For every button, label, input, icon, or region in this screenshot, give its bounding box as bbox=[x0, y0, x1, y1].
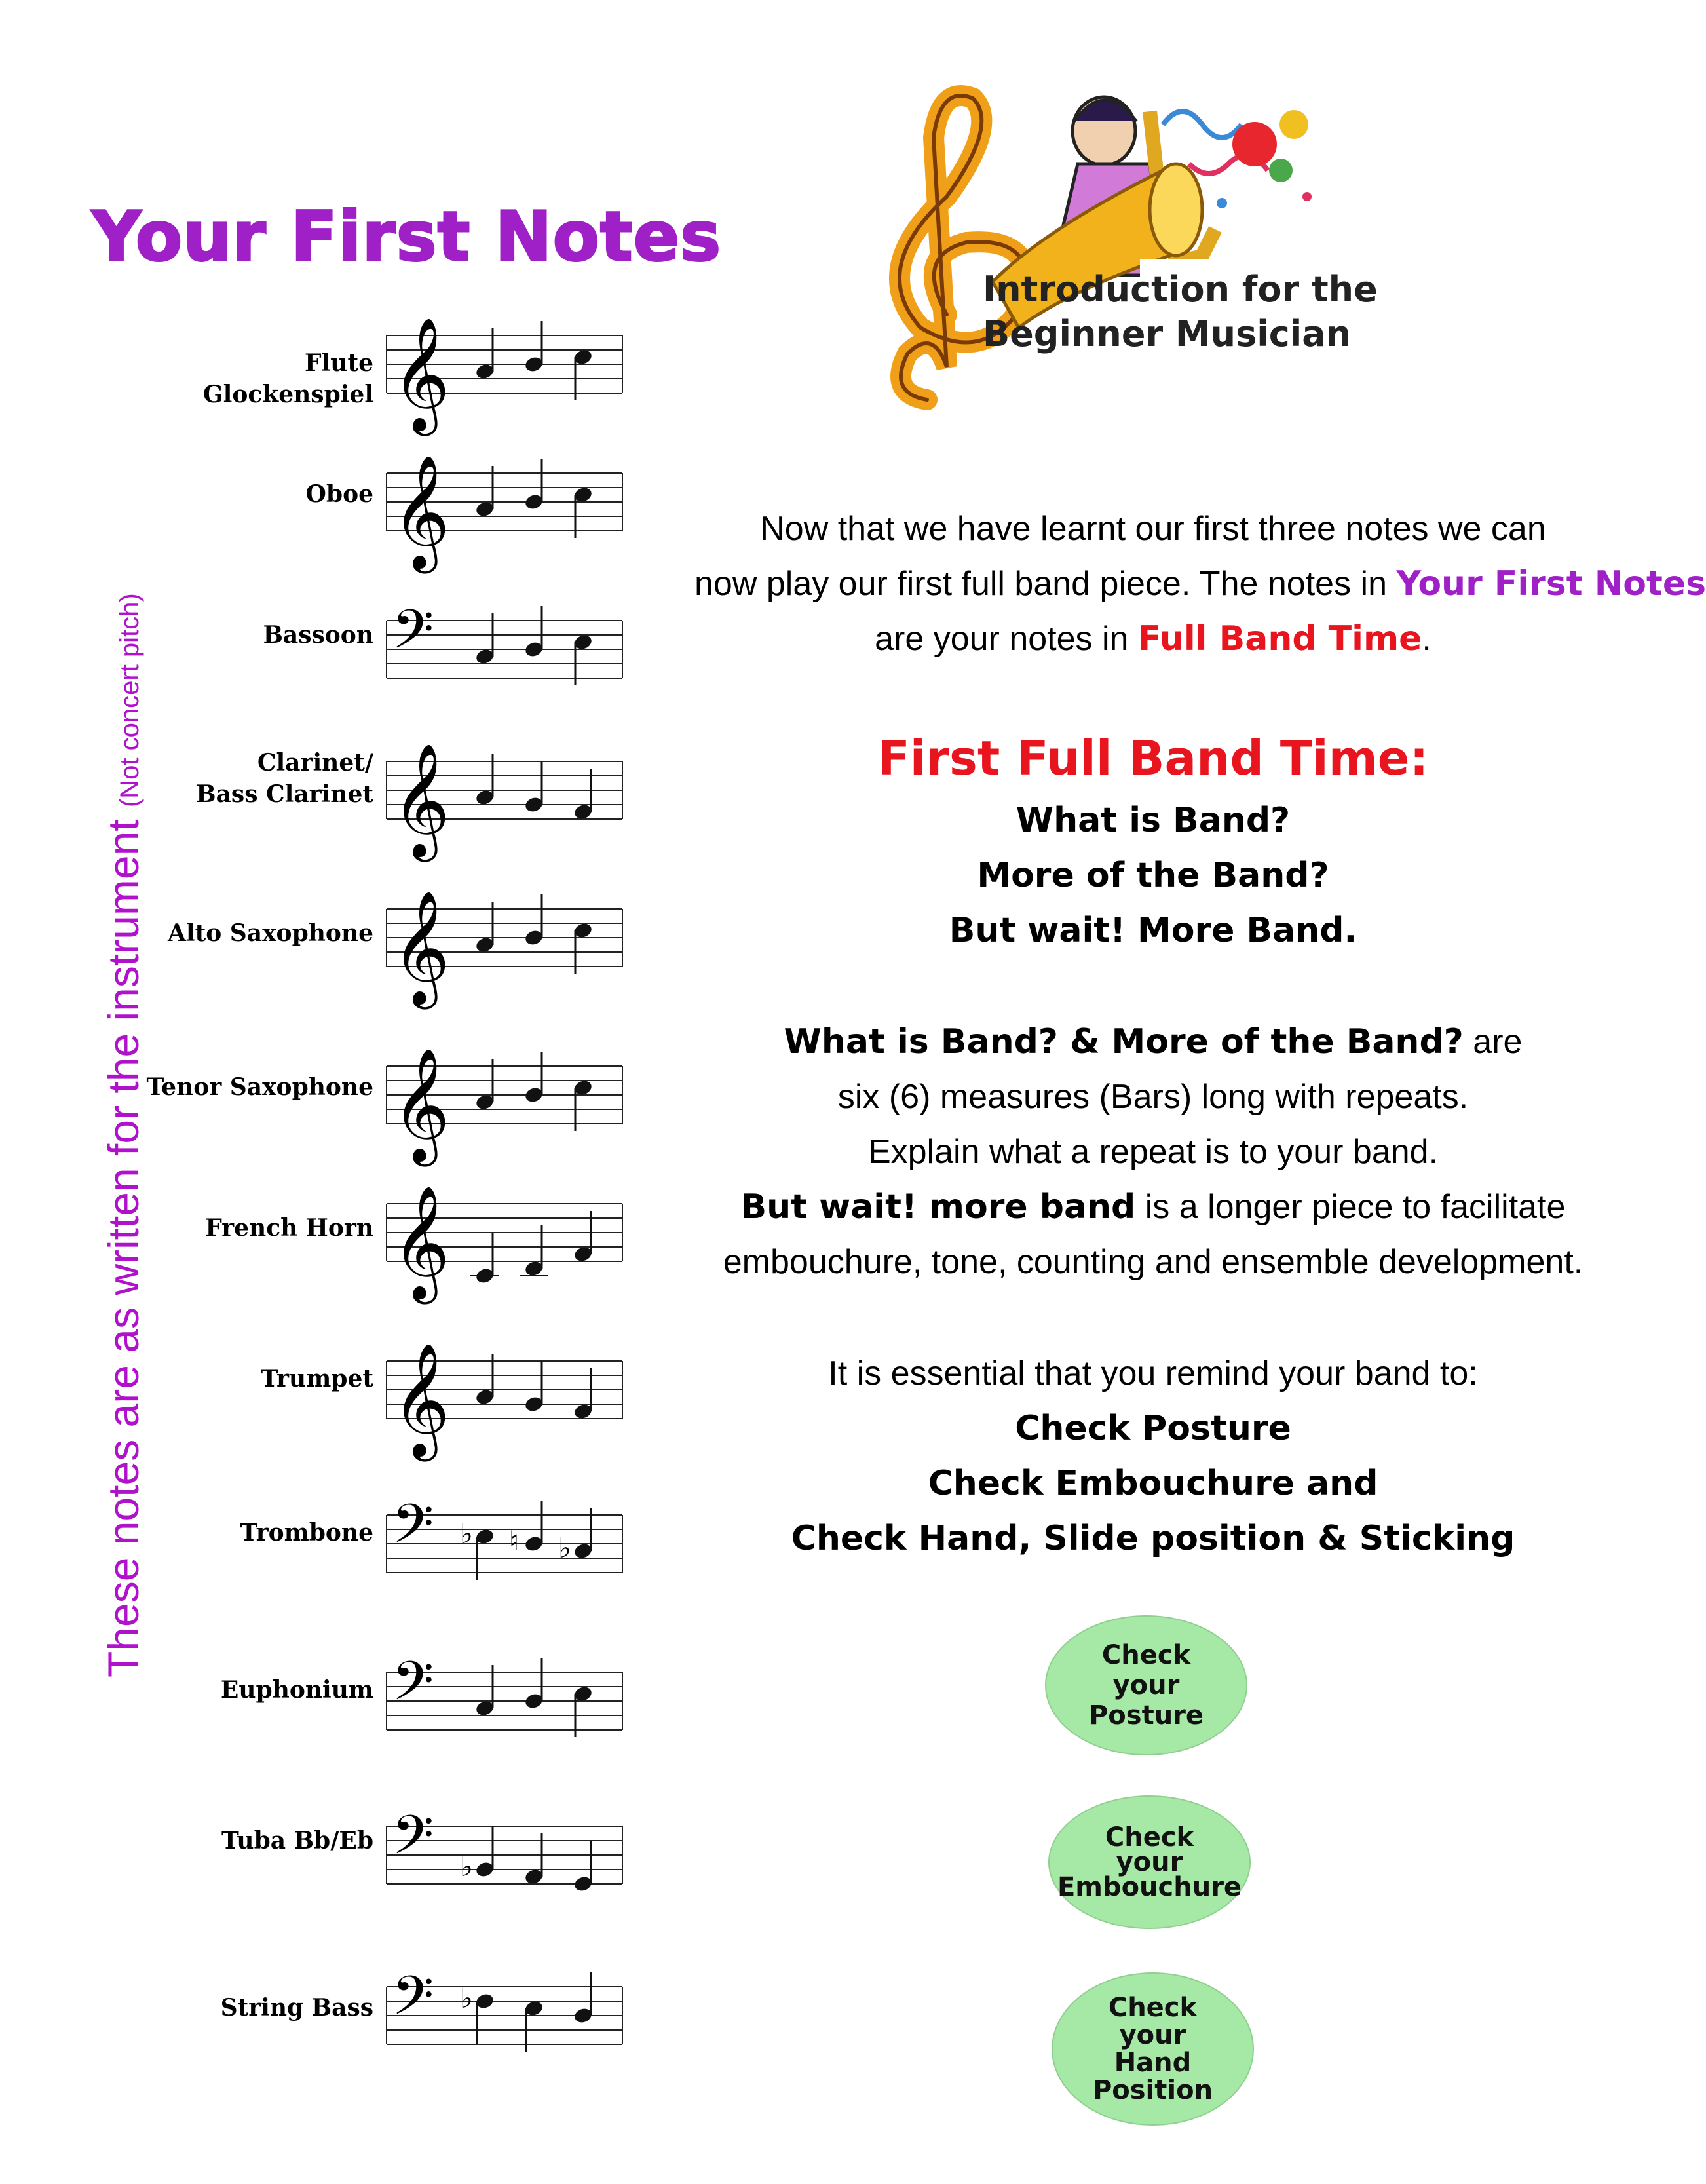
oval-line: Check bbox=[1101, 1640, 1191, 1670]
svg-text:♭: ♭ bbox=[460, 1518, 473, 1550]
oval-line: Hand bbox=[1114, 2048, 1192, 2078]
staff-notation-icon bbox=[387, 1645, 622, 1763]
note-icon bbox=[523, 606, 544, 659]
staff bbox=[387, 593, 622, 714]
staff bbox=[387, 1039, 622, 1162]
side-note-main: These notes are as written for the instrument bbox=[99, 819, 147, 1677]
instrument-label-string-bass bbox=[221, 1992, 373, 2023]
side-note-small: (Not concert pitch) bbox=[115, 593, 144, 808]
note-icon bbox=[523, 761, 544, 814]
label-line: Tenor Saxophone bbox=[146, 1073, 373, 1101]
staff-notation-icon bbox=[387, 1176, 622, 1299]
instrument-label-clarinet bbox=[196, 747, 373, 810]
piece-title: But wait! More Band. bbox=[949, 911, 1357, 950]
remind-item: Check Embouchure and bbox=[928, 1464, 1378, 1503]
label-line: Flute bbox=[305, 349, 373, 377]
explain-line-1-rest: are bbox=[1463, 1023, 1523, 1061]
explain-line-4-rest: is a longer piece to facilitate bbox=[1135, 1188, 1566, 1226]
staff bbox=[387, 1645, 622, 1765]
treble-clef-logo-icon bbox=[796, 85, 1399, 413]
page-title: Your First Notes bbox=[92, 197, 722, 277]
bass-clef-icon: 𝄢 bbox=[392, 1649, 434, 1726]
note-icon bbox=[573, 1841, 593, 1893]
label-line: Euphonium bbox=[220, 1676, 373, 1704]
staff-notation-icon bbox=[387, 593, 622, 711]
staff bbox=[387, 446, 622, 569]
note-icon bbox=[523, 1361, 544, 1413]
note-icon bbox=[523, 321, 544, 374]
bass-clef-icon: 𝄢 bbox=[392, 1492, 434, 1569]
oval-line: Position bbox=[1092, 2075, 1213, 2105]
note-icon bbox=[460, 1982, 495, 2044]
staff-notation-icon bbox=[387, 734, 622, 857]
instrument-label-bassoon bbox=[263, 619, 374, 651]
oval-line: Embouchure bbox=[1057, 1872, 1242, 1902]
oval-line: Check bbox=[1105, 1822, 1194, 1852]
staff-notation-icon bbox=[387, 1333, 622, 1457]
check-embouchure-badge bbox=[1048, 1795, 1251, 1929]
label-line: String Bass bbox=[220, 1994, 373, 2021]
logo-line-2: Beginner Musician bbox=[983, 313, 1352, 354]
intro-line-1: Now that we have learnt our first three notes we can bbox=[760, 510, 1546, 548]
staff bbox=[387, 1487, 622, 1608]
remind-item: Check Posture bbox=[1015, 1409, 1291, 1448]
explain-bold-pieces: What is Band? & More of the Band? bbox=[784, 1022, 1464, 1062]
check-hand-position-badge bbox=[1052, 1972, 1254, 2126]
staff-notation-icon bbox=[387, 1799, 622, 1917]
intro-line-3-end: . bbox=[1422, 620, 1431, 658]
treble-clef-icon: 𝄞 bbox=[392, 455, 450, 569]
staff-notation-icon bbox=[387, 1959, 622, 2077]
treble-clef-icon: 𝄞 bbox=[392, 743, 450, 857]
svg-text:♮: ♮ bbox=[509, 1525, 520, 1557]
staff bbox=[387, 734, 622, 857]
label-line: Trombone bbox=[240, 1519, 373, 1546]
instrument-label-trombone bbox=[240, 1517, 373, 1548]
remind-item: Check Hand, Slide position & Sticking bbox=[791, 1519, 1515, 1558]
intro-line-3 bbox=[694, 611, 1612, 666]
label-line: Clarinet/ bbox=[257, 749, 373, 776]
note-icon bbox=[460, 1518, 495, 1580]
intro-line-3-text: are your notes in bbox=[875, 620, 1138, 658]
intro-highlight-band-time: Full Band Time bbox=[1137, 619, 1422, 659]
staff bbox=[387, 1333, 622, 1457]
staff-notation-icon bbox=[387, 446, 622, 569]
staff bbox=[387, 1959, 622, 2080]
instrument-label-tenor-saxophone bbox=[147, 1071, 373, 1103]
explain-line-5: embouchure, tone, counting and ensemble development. bbox=[723, 1243, 1583, 1281]
note-icon bbox=[558, 1508, 594, 1564]
side-note bbox=[98, 593, 148, 1677]
explain-line-1 bbox=[694, 1014, 1612, 1069]
oval-line: your bbox=[1112, 1670, 1180, 1700]
piece-title: More of the Band? bbox=[977, 856, 1329, 895]
note-icon bbox=[523, 459, 544, 511]
staff bbox=[387, 881, 622, 1005]
staff bbox=[387, 1799, 622, 1919]
staff-notation-icon bbox=[387, 1487, 622, 1605]
staff bbox=[387, 1176, 622, 1297]
svg-text:♭: ♭ bbox=[460, 1850, 473, 1883]
label-line: Oboe bbox=[305, 480, 373, 508]
oval-line: your bbox=[1116, 1847, 1183, 1877]
explain-line-3: Explain what a repeat is to your band. bbox=[867, 1133, 1439, 1171]
intro-highlight-first-notes: Your First Notes bbox=[1396, 564, 1706, 603]
intro-line-2-text: now play our first full band piece. The notes in bbox=[694, 565, 1397, 603]
svg-text:♭: ♭ bbox=[558, 1532, 571, 1564]
label-line: Trumpet bbox=[260, 1365, 373, 1392]
label-line: Glockenspiel bbox=[202, 381, 373, 408]
note-icon bbox=[523, 894, 544, 947]
note-icon bbox=[523, 1052, 544, 1104]
note-icon bbox=[573, 1972, 593, 2025]
label-line: Tuba Bb/Eb bbox=[221, 1827, 373, 1854]
label-line: Bass Clarinet bbox=[196, 780, 373, 808]
explain-bold-but-wait: But wait! more band bbox=[740, 1187, 1136, 1227]
oval-line: Check bbox=[1108, 1993, 1198, 2023]
treble-clef-icon: 𝄞 bbox=[392, 1048, 450, 1162]
instrument-label-euphonium bbox=[221, 1674, 373, 1706]
treble-clef-icon: 𝄞 bbox=[392, 1185, 450, 1299]
treble-clef-icon: 𝄞 bbox=[392, 891, 450, 1005]
instrument-label-oboe bbox=[306, 478, 373, 510]
check-posture-badge bbox=[1045, 1615, 1247, 1755]
instrument-label-tuba bbox=[221, 1825, 373, 1856]
logo-line-1: Introduction for the bbox=[983, 269, 1378, 310]
instrument-label-trumpet bbox=[261, 1363, 373, 1394]
oval-line: Posture bbox=[1088, 1700, 1204, 1731]
label-line: French Horn bbox=[205, 1214, 373, 1242]
instrument-label-french-horn bbox=[205, 1212, 373, 1244]
note-icon bbox=[523, 1658, 544, 1710]
oval-line: your bbox=[1119, 2020, 1186, 2050]
instrument-label-alto-saxophone bbox=[168, 917, 373, 949]
explain-line-2: six (6) measures (Bars) long with repeats. bbox=[837, 1078, 1469, 1116]
remind-intro: It is essential that you remind your band to: bbox=[828, 1354, 1478, 1392]
svg-text:♭: ♭ bbox=[460, 1982, 473, 2014]
section-title: First Full Band Time: bbox=[877, 731, 1429, 786]
staff-notation-icon bbox=[387, 308, 622, 431]
treble-clef-icon: 𝄞 bbox=[392, 317, 450, 431]
bass-clef-icon: 𝄢 bbox=[392, 598, 434, 674]
staff bbox=[387, 308, 622, 429]
staff-notation-icon bbox=[387, 1039, 622, 1162]
explain-line-4 bbox=[694, 1179, 1612, 1235]
label-line: Bassoon bbox=[263, 621, 373, 649]
bass-clef-icon: 𝄢 bbox=[392, 1964, 434, 2040]
instrument-label-flute bbox=[203, 347, 373, 410]
note-icon bbox=[470, 1233, 499, 1285]
bass-clef-icon: 𝄢 bbox=[392, 1803, 434, 1880]
piece-title: What is Band? bbox=[1015, 801, 1291, 840]
treble-clef-icon: 𝄞 bbox=[392, 1343, 450, 1457]
intro-line-2 bbox=[694, 556, 1706, 611]
staff-notation-icon bbox=[387, 881, 622, 1005]
label-line: Alto Saxophone bbox=[167, 919, 373, 947]
